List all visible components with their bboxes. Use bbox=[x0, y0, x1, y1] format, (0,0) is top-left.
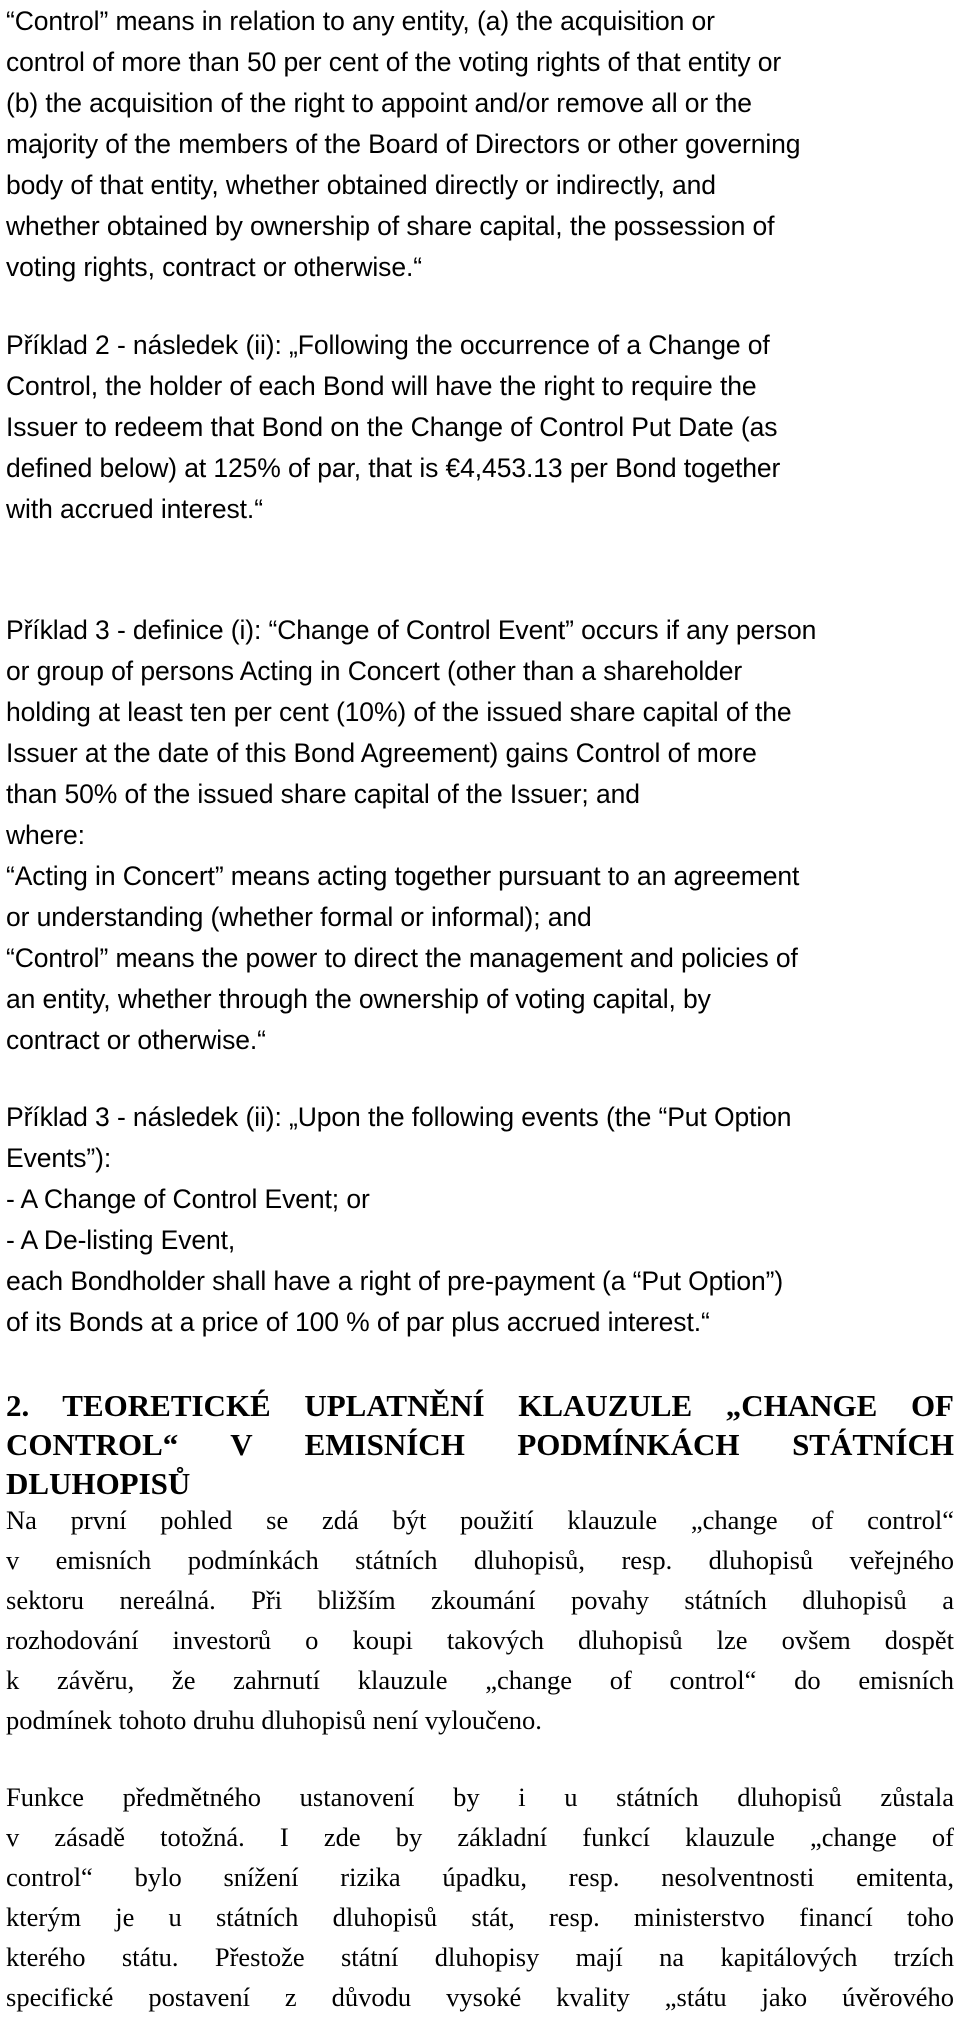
paragraph-body-2 bbox=[6, 1777, 954, 2017]
paragraph-control-definition bbox=[6, 1, 954, 288]
text-line: Příklad 2 - následek (ii): „Following the occurrence of a Change of bbox=[6, 330, 770, 360]
text-line: body of that entity, whether obtained directly or indirectly, and bbox=[6, 170, 716, 200]
text-line: whether obtained by ownership of share capital, the possession of bbox=[6, 211, 775, 241]
text-line: holding at least ten per cent (10%) of the issued share capital of the bbox=[6, 697, 792, 727]
text-line: control“ bylo snížení rizika úpadku, resp. nesolventnosti emitenta, bbox=[6, 1862, 954, 1892]
text-line: (b) the acquisition of the right to appoint and/or remove all or the bbox=[6, 88, 752, 118]
text-line: majority of the members of the Board of Directors or other governing bbox=[6, 129, 801, 159]
text-line: Příklad 3 - následek (ii): „Upon the following events (the “Put Option bbox=[6, 1102, 792, 1132]
text-line: where: bbox=[6, 820, 85, 850]
text-line: voting rights, contract or otherwise.“ bbox=[6, 252, 422, 282]
text-line: or group of persons Acting in Concert (other than a shareholder bbox=[6, 656, 743, 686]
paragraph-example-2-consequence bbox=[6, 325, 954, 530]
paragraph-example-3-definition bbox=[6, 610, 954, 1061]
text-line: each Bondholder shall have a right of pre-payment (a “Put Option”) bbox=[6, 1266, 784, 1296]
text-line: v zásadě totožná. I zde by základní funkcí klauzule „change of bbox=[6, 1822, 954, 1852]
text-line: defined below) at 125% of par, that is €4,453.13 per Bond together bbox=[6, 453, 781, 483]
text-line: sektoru nereálná. Při bližším zkoumání povahy státních dluhopisů a bbox=[6, 1585, 954, 1615]
text-line: Issuer to redeem that Bond on the Change of Control Put Date (as bbox=[6, 412, 778, 442]
text-line: Issuer at the date of this Bond Agreement) gains Control of more bbox=[6, 738, 757, 768]
text-line: - A Change of Control Event; or bbox=[6, 1184, 370, 1214]
text-line: control of more than 50 per cent of the voting rights of that entity or bbox=[6, 47, 782, 77]
text-line: contract or otherwise.“ bbox=[6, 1025, 266, 1055]
text-line: than 50% of the issued share capital of the Issuer; and bbox=[6, 779, 640, 809]
text-line: Příklad 3 - definice (i): “Change of Control Event” occurs if any person bbox=[6, 615, 817, 645]
heading-line: CONTROL“ V EMISNÍCH PODMÍNKÁCH STÁTNÍCH bbox=[6, 1427, 954, 1462]
text-line: v emisních podmínkách státních dluhopisů, resp. dluhopisů veřejného bbox=[6, 1545, 954, 1575]
text-line: - A De-listing Event, bbox=[6, 1225, 236, 1255]
text-line: specifické postavení z důvodu vysoké kvality „státu jako úvěrového bbox=[6, 1982, 954, 2012]
text-line: or understanding (whether formal or informal); and bbox=[6, 902, 592, 932]
heading-line: DLUHOPISŮ bbox=[6, 1466, 191, 1501]
text-line: Events”): bbox=[6, 1143, 112, 1173]
text-line: podmínek tohoto druhu dluhopisů není vyloučeno. bbox=[6, 1705, 542, 1735]
heading-line: 2. TEORETICKÉ UPLATNĚNÍ KLAUZULE „CHANGE OF bbox=[6, 1388, 954, 1423]
paragraph-body-1 bbox=[6, 1500, 954, 1740]
text-line: of its Bonds at a price of 100 % of par plus accrued interest.“ bbox=[6, 1307, 710, 1337]
text-line: Funkce předmětného ustanovení by i u státních dluhopisů zůstala bbox=[6, 1782, 954, 1812]
section-heading bbox=[6, 1386, 954, 1503]
text-line: “Control” means in relation to any entity, (a) the acquisition or bbox=[6, 6, 715, 36]
text-line: “Control” means the power to direct the management and policies of bbox=[6, 943, 798, 973]
paragraph-example-3-consequence bbox=[6, 1097, 954, 1343]
text-line: Control, the holder of each Bond will have the right to require the bbox=[6, 371, 757, 401]
text-line: kterým je u státních dluhopisů stát, resp. ministerstvo financí toho bbox=[6, 1902, 954, 1932]
text-line: k závěru, že zahrnutí klauzule „change of control“ do emisních bbox=[6, 1665, 954, 1695]
text-line: Na první pohled se zdá být použití klauzule „change of control“ bbox=[6, 1505, 954, 1535]
text-line: with accrued interest.“ bbox=[6, 494, 263, 524]
text-line: kterého státu. Přestože státní dluhopisy mají na kapitálových trzích bbox=[6, 1942, 954, 1972]
text-line: “Acting in Concert” means acting together pursuant to an agreement bbox=[6, 861, 800, 891]
text-line: an entity, whether through the ownership of voting capital, by bbox=[6, 984, 711, 1014]
text-line: rozhodování investorů o koupi takových dluhopisů lze ovšem dospět bbox=[6, 1625, 954, 1655]
